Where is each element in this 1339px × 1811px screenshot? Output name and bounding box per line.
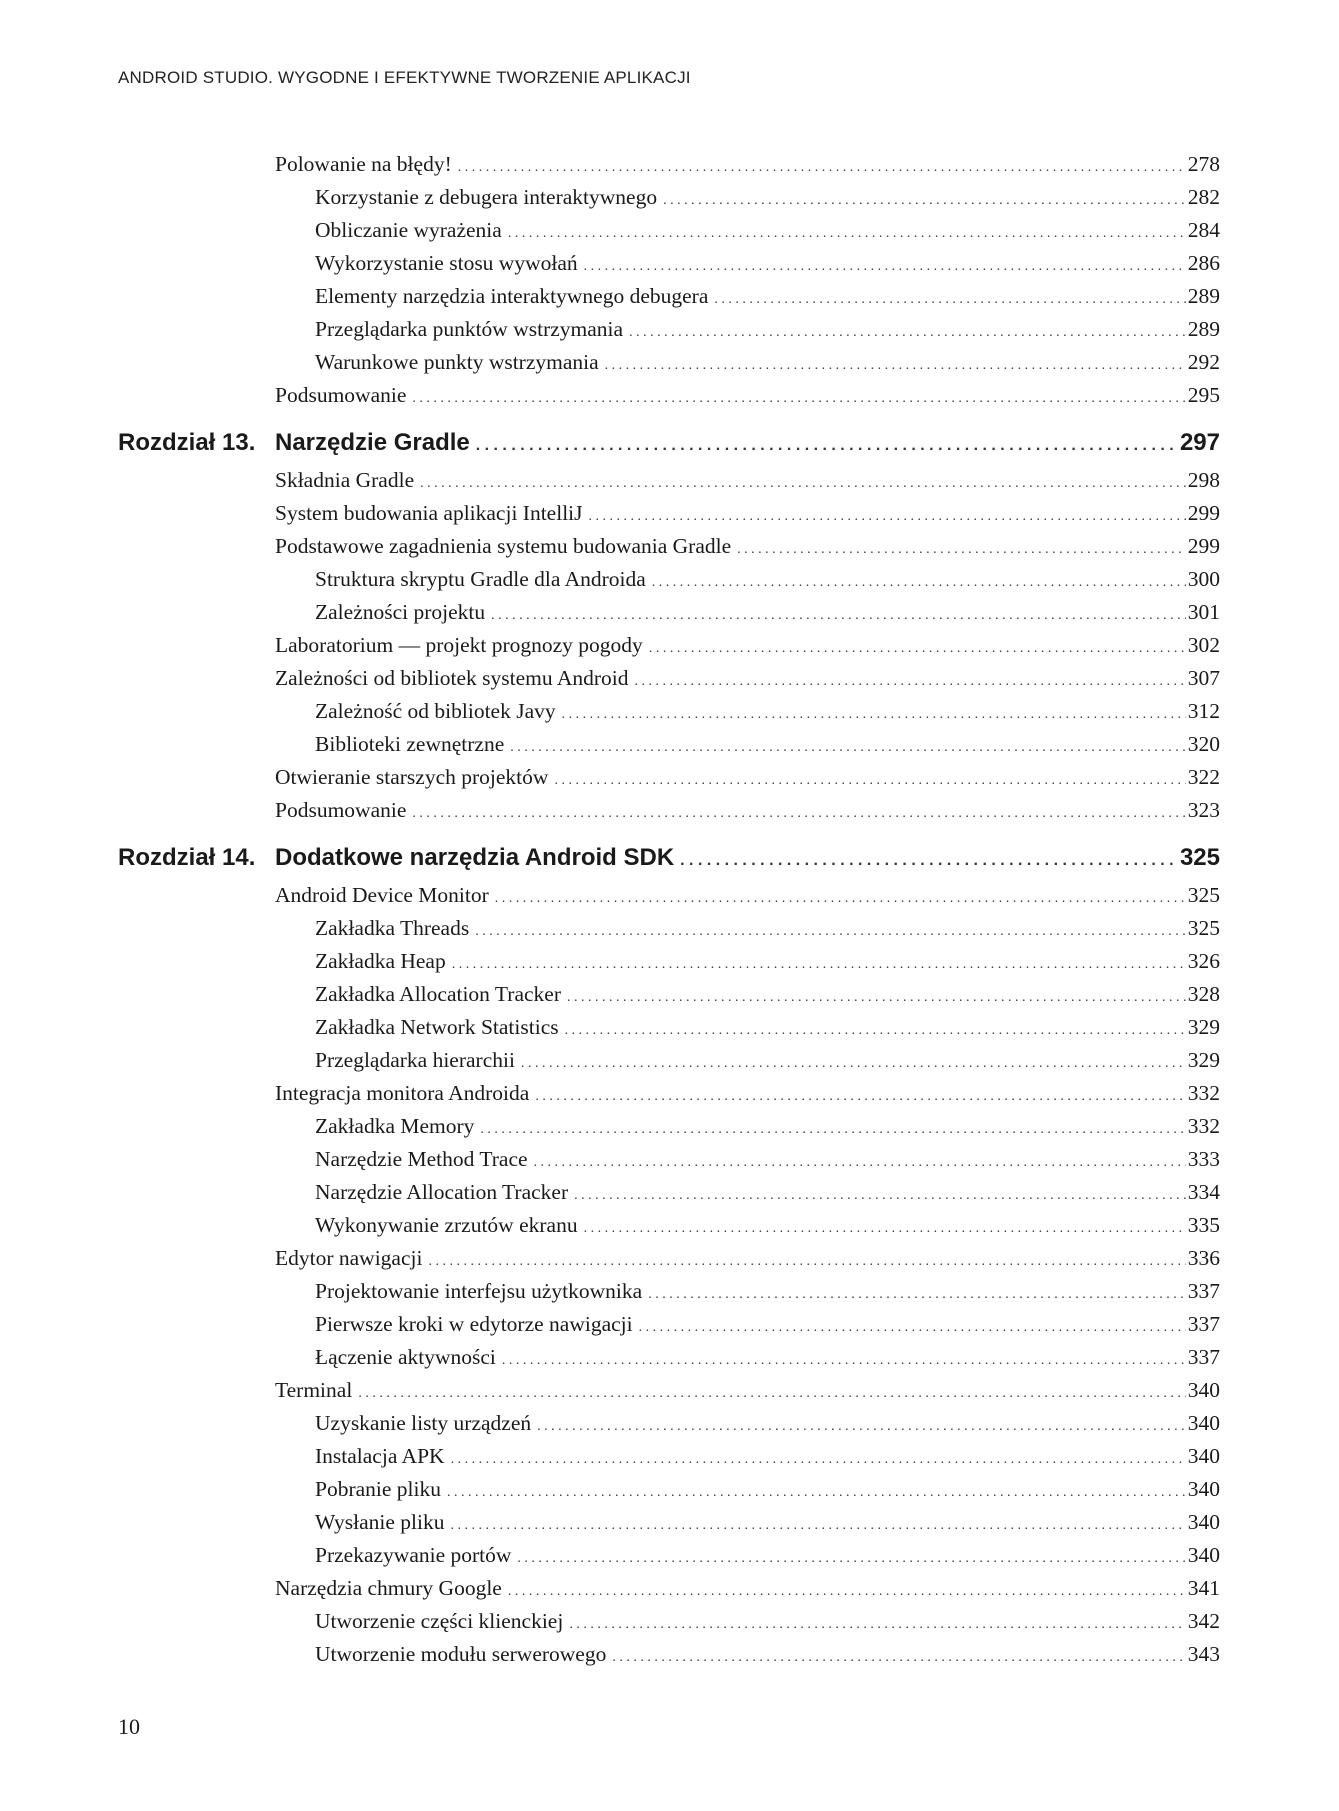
toc-entry-page: 278 bbox=[1187, 152, 1220, 176]
toc-entry[interactable] bbox=[118, 1143, 1220, 1176]
toc-entry-title: Struktura skryptu Gradle dla Androida bbox=[315, 563, 652, 596]
toc-entry-page: 340 bbox=[1187, 1477, 1220, 1501]
toc-entry[interactable] bbox=[118, 1572, 1220, 1605]
dot-leader bbox=[451, 1443, 1186, 1476]
toc-entry-title: Terminal bbox=[275, 1374, 358, 1407]
toc-entry-title: Pobranie pliku bbox=[315, 1473, 447, 1506]
dot-leader bbox=[537, 1410, 1186, 1443]
dot-leader bbox=[562, 698, 1186, 731]
chapter-heading[interactable] bbox=[118, 837, 1220, 879]
dot-leader bbox=[534, 1146, 1186, 1179]
toc-entry[interactable] bbox=[118, 1176, 1220, 1209]
dot-leader bbox=[452, 948, 1186, 981]
dot-leader bbox=[584, 1212, 1186, 1245]
toc-entry[interactable] bbox=[118, 596, 1220, 629]
toc-entry-title: Wykorzystanie stosu wywołań bbox=[315, 247, 584, 280]
toc-entry-page: 322 bbox=[1187, 765, 1220, 789]
toc-entry[interactable] bbox=[118, 280, 1220, 313]
toc-entry[interactable] bbox=[118, 148, 1220, 181]
toc-entry-page: 320 bbox=[1187, 732, 1220, 756]
toc-entry-title: Zakładka Network Statistics bbox=[315, 1011, 565, 1044]
chapter-number: Rozdział 14. bbox=[118, 844, 256, 871]
toc-entry-page: 302 bbox=[1187, 633, 1220, 657]
toc-entry-page: 326 bbox=[1187, 949, 1220, 973]
toc-entry[interactable] bbox=[118, 379, 1220, 412]
toc-entry-page: 289 bbox=[1187, 284, 1220, 308]
toc-entry-page: 329 bbox=[1187, 1015, 1220, 1039]
toc-entry[interactable] bbox=[118, 1473, 1220, 1506]
toc-entry[interactable] bbox=[118, 497, 1220, 530]
chapter-page: 325 bbox=[1179, 844, 1220, 871]
toc-entry-page: 292 bbox=[1187, 350, 1220, 374]
toc-entry[interactable] bbox=[118, 662, 1220, 695]
toc-entry-page: 300 bbox=[1187, 567, 1220, 591]
toc-entry-title: Uzyskanie listy urządzeń bbox=[315, 1407, 537, 1440]
toc-entry-title: Zakładka Threads bbox=[315, 912, 475, 945]
chapter-number: Rozdział 13. bbox=[118, 429, 256, 456]
toc-entry-page: 325 bbox=[1187, 883, 1220, 907]
dot-leader bbox=[480, 1113, 1185, 1146]
toc-entry[interactable] bbox=[118, 1275, 1220, 1308]
toc-entry-title: Przeglądarka hierarchii bbox=[315, 1044, 521, 1077]
dot-leader bbox=[412, 797, 1185, 830]
toc-entry[interactable] bbox=[118, 346, 1220, 379]
dot-leader bbox=[605, 349, 1186, 382]
dot-leader bbox=[358, 1377, 1185, 1410]
dot-leader bbox=[554, 764, 1185, 797]
toc-entry-page: 299 bbox=[1187, 534, 1220, 558]
table-of-contents bbox=[118, 148, 1220, 1671]
toc-entry[interactable] bbox=[118, 945, 1220, 978]
dot-leader bbox=[495, 882, 1186, 915]
dot-leader bbox=[428, 1245, 1185, 1278]
toc-entry-page: 336 bbox=[1187, 1246, 1220, 1270]
toc-entry[interactable] bbox=[118, 1374, 1220, 1407]
dot-leader bbox=[458, 151, 1186, 184]
toc-entry-title: Przekazywanie portów bbox=[315, 1539, 517, 1572]
toc-entry-page: 301 bbox=[1187, 600, 1220, 624]
toc-entry-title: System budowania aplikacji IntelliJ bbox=[275, 497, 589, 530]
dot-leader bbox=[412, 382, 1185, 415]
toc-entry[interactable] bbox=[118, 563, 1220, 596]
toc-entry-title: Utworzenie części klienckiej bbox=[315, 1605, 569, 1638]
toc-entry-title: Integracja monitora Androida bbox=[275, 1077, 535, 1110]
dot-leader bbox=[584, 250, 1186, 283]
toc-entry-page: 337 bbox=[1187, 1345, 1220, 1369]
toc-entry-page: 340 bbox=[1187, 1411, 1220, 1435]
dot-leader bbox=[447, 1476, 1186, 1509]
toc-entry-page: 341 bbox=[1187, 1576, 1220, 1600]
toc-entry-page: 284 bbox=[1187, 218, 1220, 242]
dot-leader bbox=[574, 1179, 1186, 1212]
toc-entry-page: 325 bbox=[1187, 916, 1220, 940]
toc-entry-page: 340 bbox=[1187, 1543, 1220, 1567]
toc-entry-title: Narzędzie Allocation Tracker bbox=[315, 1176, 574, 1209]
toc-entry[interactable] bbox=[118, 530, 1220, 563]
toc-entry[interactable] bbox=[118, 464, 1220, 497]
chapter-title: Dodatkowe narzędzia Android SDK bbox=[275, 837, 680, 879]
chapter-title: Narzędzie Gradle bbox=[275, 422, 476, 464]
dot-leader bbox=[589, 500, 1186, 533]
toc-entry-page: 340 bbox=[1187, 1510, 1220, 1534]
toc-entry-title: Wykonywanie zrzutów ekranu bbox=[315, 1209, 584, 1242]
dot-leader bbox=[652, 566, 1186, 599]
toc-entry-title: Korzystanie z debugera interaktywnego bbox=[315, 181, 663, 214]
toc-entry-page: 298 bbox=[1187, 468, 1220, 492]
dot-leader bbox=[649, 632, 1186, 665]
toc-entry-title: Przeglądarka punktów wstrzymania bbox=[315, 313, 629, 346]
toc-entry-title: Projektowanie interfejsu użytkownika bbox=[315, 1275, 648, 1308]
running-header: ANDROID STUDIO. WYGODNE I EFEKTYWNE TWORZENIE APLIKACJI bbox=[118, 68, 691, 87]
toc-entry-title: Utworzenie modułu serwerowego bbox=[315, 1638, 612, 1671]
toc-entry[interactable] bbox=[118, 1605, 1220, 1638]
toc-entry-page: 335 bbox=[1187, 1213, 1220, 1237]
toc-entry[interactable] bbox=[118, 181, 1220, 214]
chapter-heading[interactable] bbox=[118, 422, 1220, 464]
dot-leader bbox=[680, 840, 1178, 882]
toc-entry-page: 340 bbox=[1187, 1378, 1220, 1402]
dot-leader bbox=[450, 1509, 1185, 1542]
toc-entry-title: Zakładka Heap bbox=[315, 945, 452, 978]
dot-leader bbox=[508, 1575, 1186, 1608]
toc-entry-page: 295 bbox=[1187, 383, 1220, 407]
dot-leader bbox=[510, 731, 1186, 764]
toc-entry-title: Zakładka Allocation Tracker bbox=[315, 978, 567, 1011]
dot-leader bbox=[639, 1311, 1186, 1344]
toc-entry-title: Biblioteki zewnętrzne bbox=[315, 728, 510, 761]
toc-entry[interactable] bbox=[118, 1440, 1220, 1473]
dot-leader bbox=[521, 1047, 1186, 1080]
dot-leader bbox=[502, 1344, 1186, 1377]
dot-leader bbox=[476, 425, 1178, 467]
dot-leader bbox=[517, 1542, 1185, 1575]
dot-leader bbox=[565, 1014, 1186, 1047]
dot-leader bbox=[508, 217, 1186, 250]
toc-entry-page: 282 bbox=[1187, 185, 1220, 209]
toc-entry-title: Polowanie na błędy! bbox=[275, 148, 458, 181]
toc-entry[interactable] bbox=[118, 1209, 1220, 1242]
toc-entry[interactable] bbox=[118, 1506, 1220, 1539]
toc-entry-title: Narzędzia chmury Google bbox=[275, 1572, 508, 1605]
toc-entry-title: Edytor nawigacji bbox=[275, 1242, 428, 1275]
toc-entry-title: Pierwsze kroki w edytorze nawigacji bbox=[315, 1308, 639, 1341]
toc-entry[interactable] bbox=[118, 879, 1220, 912]
dot-leader bbox=[475, 915, 1186, 948]
toc-entry[interactable] bbox=[118, 1308, 1220, 1341]
toc-entry-title: Podsumowanie bbox=[275, 379, 412, 412]
dot-leader bbox=[714, 283, 1185, 316]
toc-entry[interactable] bbox=[118, 978, 1220, 1011]
toc-entry-title: Podstawowe zagadnienia systemu budowania Gradle bbox=[275, 530, 737, 563]
toc-entry-title: Android Device Monitor bbox=[275, 879, 495, 912]
toc-entry[interactable] bbox=[118, 728, 1220, 761]
dot-leader bbox=[612, 1641, 1185, 1674]
dot-leader bbox=[569, 1608, 1185, 1641]
toc-entry-page: 332 bbox=[1187, 1114, 1220, 1138]
toc-entry-title: Łączenie aktywności bbox=[315, 1341, 502, 1374]
toc-entry[interactable] bbox=[118, 1077, 1220, 1110]
toc-entry[interactable] bbox=[118, 1242, 1220, 1275]
toc-entry-page: 337 bbox=[1187, 1279, 1220, 1303]
toc-entry[interactable] bbox=[118, 695, 1220, 728]
toc-entry-page: 289 bbox=[1187, 317, 1220, 341]
toc-entry-title: Zależności projektu bbox=[315, 596, 491, 629]
dot-leader bbox=[635, 665, 1186, 698]
toc-entry[interactable] bbox=[118, 1110, 1220, 1143]
toc-entry[interactable] bbox=[118, 1539, 1220, 1572]
toc-entry[interactable] bbox=[118, 1341, 1220, 1374]
toc-entry-title: Wysłanie pliku bbox=[315, 1506, 450, 1539]
toc-entry-page: 307 bbox=[1187, 666, 1220, 690]
toc-entry-title: Zależności od bibliotek systemu Android bbox=[275, 662, 635, 695]
toc-entry[interactable] bbox=[118, 1044, 1220, 1077]
toc-entry-page: 343 bbox=[1187, 1642, 1220, 1666]
toc-entry-page: 286 bbox=[1187, 251, 1220, 275]
toc-entry-title: Zakładka Memory bbox=[315, 1110, 480, 1143]
toc-entry-title: Zależność od bibliotek Javy bbox=[315, 695, 562, 728]
dot-leader bbox=[648, 1278, 1186, 1311]
toc-entry-page: 340 bbox=[1187, 1444, 1220, 1468]
toc-entry-title: Narzędzie Method Trace bbox=[315, 1143, 534, 1176]
toc-entry-title: Składnia Gradle bbox=[275, 464, 420, 497]
toc-entry[interactable] bbox=[118, 313, 1220, 346]
toc-entry-page: 333 bbox=[1187, 1147, 1220, 1171]
toc-entry-title: Otwieranie starszych projektów bbox=[275, 761, 554, 794]
page-number: 10 bbox=[118, 1714, 140, 1739]
dot-leader bbox=[663, 184, 1186, 217]
toc-entry-page: 332 bbox=[1187, 1081, 1220, 1105]
toc-entry-title: Warunkowe punkty wstrzymania bbox=[315, 346, 605, 379]
toc-entry-title: Podsumowanie bbox=[275, 794, 412, 827]
toc-entry-title: Laboratorium — projekt prognozy pogody bbox=[275, 629, 649, 662]
toc-entry[interactable] bbox=[118, 761, 1220, 794]
toc-entry[interactable] bbox=[118, 629, 1220, 662]
toc-entry[interactable] bbox=[118, 1638, 1220, 1671]
toc-entry-page: 299 bbox=[1187, 501, 1220, 525]
toc-entry[interactable] bbox=[118, 214, 1220, 247]
toc-entry-title: Instalacja APK bbox=[315, 1440, 451, 1473]
dot-leader bbox=[491, 599, 1186, 632]
toc-entry-page: 337 bbox=[1187, 1312, 1220, 1336]
toc-entry-page: 334 bbox=[1187, 1180, 1220, 1204]
toc-entry-title: Obliczanie wyrażenia bbox=[315, 214, 508, 247]
toc-entry[interactable] bbox=[118, 794, 1220, 827]
toc-entry[interactable] bbox=[118, 912, 1220, 945]
toc-entry-page: 312 bbox=[1187, 699, 1220, 723]
toc-entry-page: 328 bbox=[1187, 982, 1220, 1006]
dot-leader bbox=[567, 981, 1186, 1014]
toc-entry[interactable] bbox=[118, 247, 1220, 280]
toc-entry-title: Elementy narzędzia interaktywnego debugera bbox=[315, 280, 714, 313]
dot-leader bbox=[737, 533, 1186, 566]
toc-entry[interactable] bbox=[118, 1407, 1220, 1440]
toc-entry-page: 329 bbox=[1187, 1048, 1220, 1072]
dot-leader bbox=[629, 316, 1186, 349]
toc-entry[interactable] bbox=[118, 1011, 1220, 1044]
chapter-page: 297 bbox=[1179, 429, 1220, 456]
toc-entry-page: 323 bbox=[1187, 798, 1220, 822]
dot-leader bbox=[420, 467, 1186, 500]
dot-leader bbox=[535, 1080, 1185, 1113]
toc-entry-page: 342 bbox=[1187, 1609, 1220, 1633]
